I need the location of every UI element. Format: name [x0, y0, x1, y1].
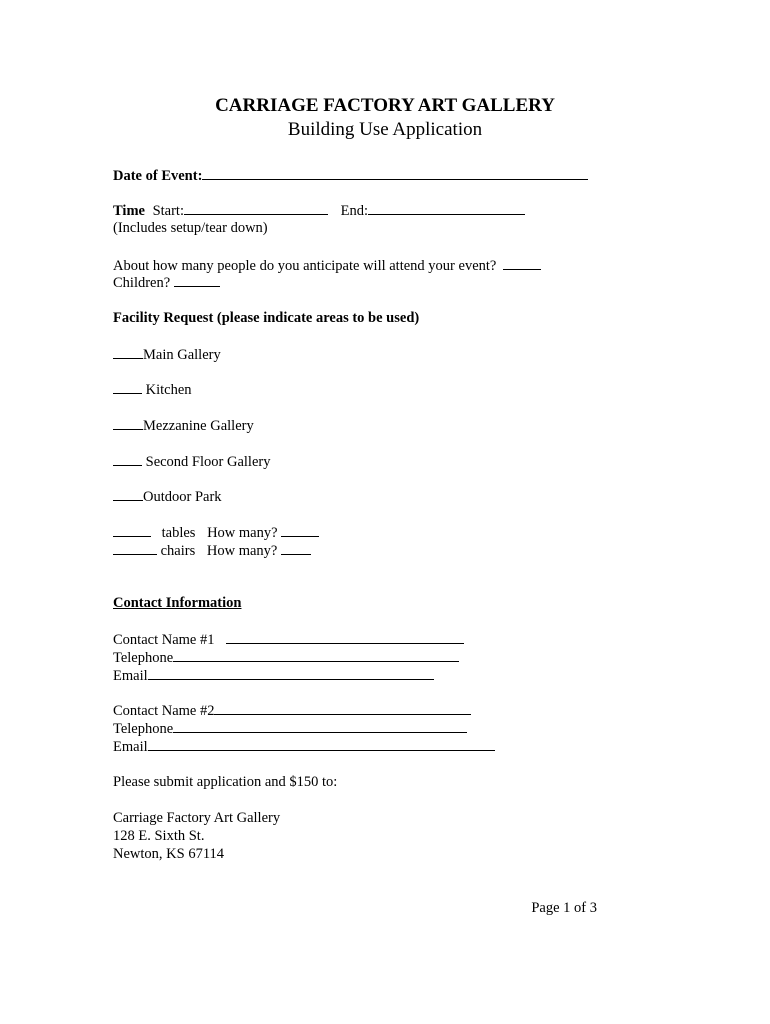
- email-2-label: Email: [113, 739, 148, 755]
- tables-how-many-label: How many?: [207, 525, 278, 541]
- page-number: Page 1 of 3: [531, 900, 597, 916]
- facility-label-kitchen: Kitchen: [145, 382, 192, 398]
- facility-item: [113, 487, 222, 506]
- date-of-event-row: [113, 166, 588, 185]
- facility-label-outdoor-park: Outdoor Park: [143, 489, 222, 505]
- tables-checkbox[interactable]: [113, 523, 151, 537]
- chairs-label: chairs: [160, 543, 196, 559]
- facility-item: [113, 452, 270, 471]
- end-label: End:: [340, 203, 369, 219]
- form-subtitle: Building Use Application: [287, 119, 483, 140]
- telephone-1-row: [113, 648, 459, 667]
- tables-label: tables: [161, 525, 196, 541]
- telephone-1-field[interactable]: [173, 648, 459, 662]
- children-label: Children?: [113, 275, 171, 291]
- email-2-field[interactable]: [148, 737, 495, 751]
- facility-checkbox-outdoor-park[interactable]: [113, 487, 143, 501]
- chairs-count-field[interactable]: [281, 541, 311, 555]
- facility-checkbox-kitchen[interactable]: [113, 380, 142, 394]
- address-line-2: 128 E. Sixth St.: [113, 828, 205, 844]
- telephone-2-label: Telephone: [113, 721, 174, 737]
- telephone-2-field[interactable]: [173, 719, 467, 733]
- attendance-field[interactable]: [503, 256, 541, 270]
- attendance-question: About how many people do you anticipate will attend your event?: [113, 258, 497, 274]
- time-note: (Includes setup/tear down): [113, 220, 268, 236]
- time-row: [113, 201, 525, 220]
- form-title: CARRIAGE FACTORY ART GALLERY: [215, 95, 555, 116]
- facility-checkbox-main-gallery[interactable]: [113, 345, 143, 359]
- contact-name-2-row: [113, 701, 471, 720]
- end-time-field[interactable]: [368, 201, 525, 215]
- time-label: Time: [113, 203, 145, 219]
- email-1-field[interactable]: [148, 666, 434, 680]
- email-2-row: [113, 737, 495, 756]
- start-time-field[interactable]: [184, 201, 328, 215]
- facility-label-mezzanine: Mezzanine Gallery: [143, 418, 254, 434]
- email-1-row: [113, 666, 434, 685]
- telephone-1-label: Telephone: [113, 650, 174, 666]
- tables-count-field[interactable]: [281, 523, 319, 537]
- date-of-event-field[interactable]: [202, 166, 588, 180]
- facility-checkbox-second-floor[interactable]: [113, 452, 142, 466]
- email-1-label: Email: [113, 668, 148, 684]
- contact-name-1-row: [113, 630, 464, 649]
- chairs-checkbox[interactable]: [113, 541, 157, 555]
- contact-name-1-label: Contact Name #1: [113, 632, 215, 648]
- facility-item: [113, 416, 254, 435]
- contact-name-1-field[interactable]: [226, 630, 464, 644]
- submission-instruction: Please submit application and $150 to:: [113, 774, 338, 790]
- date-of-event-label: Date of Event:: [113, 168, 203, 184]
- contact-heading: Contact Information: [113, 595, 242, 611]
- contact-name-2-label: Contact Name #2: [113, 703, 215, 719]
- address-line-1: Carriage Factory Art Gallery: [113, 810, 281, 826]
- tables-row: [113, 523, 319, 542]
- facility-item: [113, 345, 221, 364]
- start-label: Start:: [152, 203, 184, 219]
- address-line-3: Newton, KS 67114: [113, 846, 225, 862]
- chairs-how-many-label: How many?: [206, 543, 278, 559]
- telephone-2-row: [113, 719, 467, 738]
- facility-item: [113, 380, 192, 399]
- facility-label-main-gallery: Main Gallery: [143, 347, 221, 363]
- chairs-row: [113, 541, 311, 560]
- facility-heading: Facility Request (please indicate areas to be used): [113, 310, 420, 326]
- children-field[interactable]: [174, 273, 220, 287]
- facility-checkbox-mezzanine[interactable]: [113, 416, 143, 430]
- children-row: [113, 273, 220, 292]
- facility-label-second-floor: Second Floor Gallery: [145, 454, 271, 470]
- contact-name-2-field[interactable]: [214, 701, 471, 715]
